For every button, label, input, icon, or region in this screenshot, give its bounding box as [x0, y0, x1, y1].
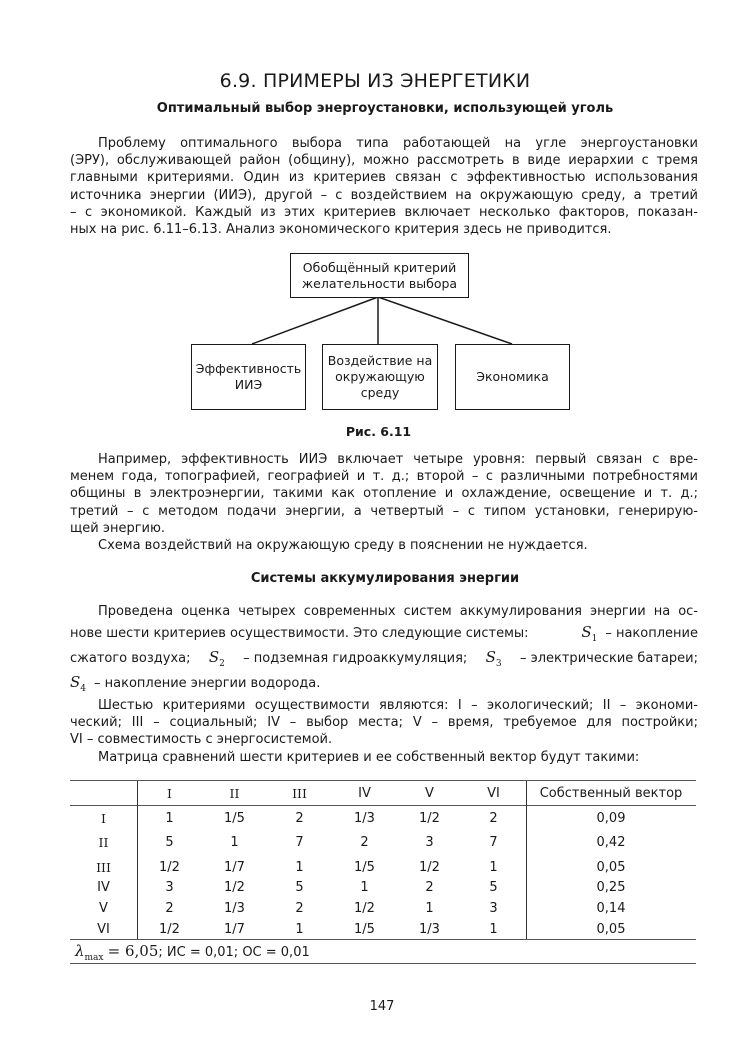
node-label: Эффективность	[195, 361, 302, 376]
table-cell: 1	[295, 922, 304, 937]
table-cell: 1/5	[224, 811, 245, 826]
table-cell: 7	[489, 835, 498, 850]
text-line: Проведена оценка четырех современных систем аккумулирования энергии на ос-	[98, 604, 698, 619]
text-span: – накопление энергии водорода.	[94, 676, 321, 691]
text-line: главными критериями. Один из критериев связан с эффективностью использования	[70, 170, 698, 186]
math-symbol: $S_4$	[70, 673, 87, 694]
table-cell: 1	[165, 811, 174, 826]
table-cell: 2	[165, 901, 174, 916]
text-span: нове шести критериев осуществимости. Это следующие системы:	[70, 626, 529, 641]
vector-cell: 0,42	[596, 835, 626, 850]
table-cell: 2	[295, 901, 304, 916]
node-label: Воздействие на	[327, 353, 433, 368]
row-header: I	[101, 811, 106, 826]
table-cell: 5	[165, 835, 174, 850]
page-number: 147	[369, 999, 395, 1014]
lambda-symbol: $\lambda_{max}$	[75, 942, 104, 963]
vector-cell: 0,09	[596, 811, 626, 826]
table-cell: 1/2	[159, 922, 180, 937]
table-cell: 1	[295, 860, 304, 875]
text-line: Схема воздействий на окружающую среду в пояснении не нуждается.	[98, 538, 588, 554]
row-header: V	[99, 901, 108, 916]
node-label: среду	[360, 385, 400, 400]
table-cell: 1/2	[354, 901, 375, 916]
text-line: ческий; III – социальный; IV – выбор места; V – время, требуемое для постройки;	[70, 715, 698, 731]
text-span: – электрические батареи;	[519, 651, 698, 666]
table-cell: 1/7	[224, 922, 245, 937]
text-span: – накопление	[605, 626, 698, 641]
table-cell: 1/5	[354, 860, 375, 875]
node-label: Обобщённый критерий	[302, 259, 457, 275]
table-cell: 1	[489, 922, 498, 937]
text-line: Например, эффективность ИИЭ включает четыре уровня: первый связан с вре-	[98, 452, 698, 467]
table-cell: 2	[360, 835, 369, 850]
text-line: источника энергии (ИИЭ), другой – с воздействием на окружающую среду, а третий	[70, 187, 698, 203]
consistency-indices: ; ИС = 0,01; ОС = 0,01	[158, 945, 310, 960]
vector-cell: 0,14	[596, 901, 626, 916]
table-cell: 1/2	[419, 811, 440, 826]
page-title: 6.9. ПРИМЕРЫ ИЗ ЭНЕРГЕТИКИ	[219, 70, 531, 92]
table-cell: 1	[230, 835, 239, 850]
table-cell: 1/3	[224, 901, 245, 916]
table-bottom-rule	[70, 963, 696, 964]
table-top-rule	[70, 780, 696, 781]
table-cell: 1/3	[419, 922, 440, 937]
text-line: Шестью критериями осуществимости являются: I – экологический; II – экономи-	[98, 698, 698, 713]
figure-caption: Рис. 6.11	[345, 424, 412, 439]
table-cell: 3	[489, 901, 498, 916]
row-header: VI	[97, 922, 110, 937]
node-label: желательности выбора	[301, 275, 458, 291]
math-symbol: $S_1$	[581, 623, 598, 644]
node-label: окружающую	[335, 369, 425, 384]
table-cell: 5	[489, 880, 498, 895]
math-symbol: $S_3$	[485, 648, 502, 669]
text-span: сжатого воздуха;	[70, 651, 191, 666]
text-line: общины в электроэнергии, такими как отопление и охлаждение, освещение и т. д.;	[70, 486, 698, 502]
column-header: V	[425, 786, 434, 801]
table-cell: 3	[165, 880, 174, 895]
text-line: щей энергию.	[70, 520, 166, 536]
section-title: Системы аккумулирования энергии	[250, 571, 520, 586]
column-header: III	[292, 786, 307, 801]
text-line: менем года, топографией, географией и т. д.; второй – с различными потребностями	[70, 469, 698, 485]
table-cell: 1/5	[354, 922, 375, 937]
vector-cell: 0,25	[596, 880, 626, 895]
text-line: третий – с методом подачи энергии, а четвертый – с типом установки, генерирую-	[70, 503, 698, 519]
lambda-value: = 6,05	[107, 942, 159, 960]
text-line: Матрица сравнений шести критериев и ее собственный вектор будут такими:	[98, 749, 640, 765]
table-cell: 2	[295, 811, 304, 826]
section-subtitle: Оптимальный выбор энергоустановки, использующей уголь	[156, 101, 614, 116]
table-cell: 3	[425, 835, 434, 850]
row-header: II	[98, 835, 109, 850]
text-line: (ЭРУ), обслуживающей район (общину), можно рассмотреть в виде иерархии с тремя	[70, 153, 698, 169]
table-cell: 1	[360, 880, 369, 895]
table-cell: 1/7	[224, 860, 245, 875]
column-header-vector: Собственный вектор	[539, 786, 683, 801]
table-body-bottom-rule	[70, 939, 696, 940]
column-header: IV	[358, 786, 371, 801]
table-cell: 1/2	[419, 860, 440, 875]
table-footer	[75, 941, 310, 962]
table-cell: 1/2	[159, 860, 180, 875]
column-header: VI	[487, 786, 500, 801]
text-line: VI – совместимость с энергосистемой.	[70, 732, 333, 748]
vector-cell: 0,05	[596, 860, 626, 875]
table-cell: 7	[295, 835, 304, 850]
table-header-rule	[70, 805, 696, 806]
table-cell: 1/2	[224, 880, 245, 895]
row-header: III	[96, 860, 111, 875]
node-label: Экономика	[476, 369, 549, 384]
column-header: II	[229, 786, 240, 801]
math-symbol: $S_2$	[208, 648, 225, 669]
node-label: ИИЭ	[234, 377, 263, 392]
table-cell: 5	[295, 880, 304, 895]
table-cell: 2	[489, 811, 498, 826]
text-line: – с экономикой. Каждый из этих критериев включает несколько факторов, показан-	[70, 204, 698, 220]
column-header: I	[167, 786, 172, 801]
table-cell: 1	[489, 860, 498, 875]
vector-cell: 0,05	[596, 922, 626, 937]
text-line: Проблему оптимального выбора типа работающей на угле энергоустановки	[98, 136, 698, 151]
table-cell: 1/3	[354, 811, 375, 826]
text-span: – подземная гидроаккумуляция;	[243, 651, 468, 666]
row-header: IV	[97, 880, 110, 895]
table-cell: 2	[425, 880, 434, 895]
table-cell: 1	[425, 901, 434, 916]
text-line: ных на рис. 6.11–6.13. Анализ экономического критерия здесь не приводится.	[70, 222, 612, 238]
